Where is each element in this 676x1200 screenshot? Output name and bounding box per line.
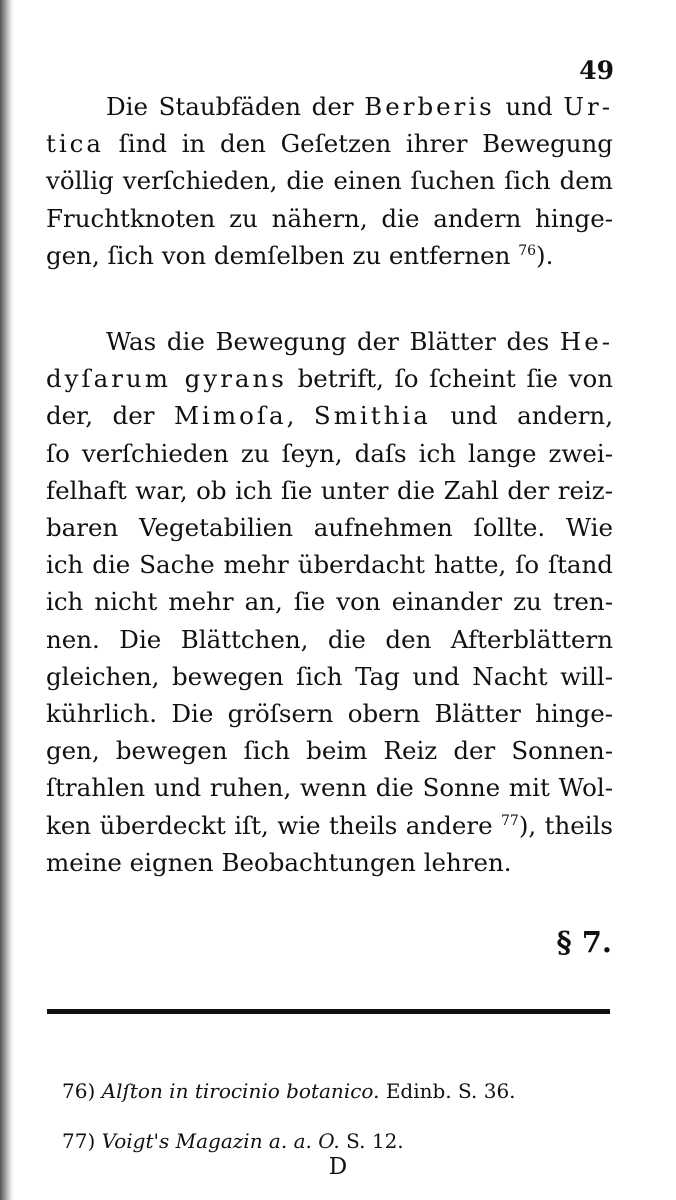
text-line: Was die Bewegung der Blätter des He- [106, 327, 613, 357]
species-name: tica [46, 129, 105, 159]
body-text [46, 88, 613, 881]
species-name: Ur- [563, 92, 613, 121]
species-name: Smithia [313, 401, 431, 431]
footnote-reference: 77 [501, 812, 519, 829]
footnote-reference: 76 [518, 242, 537, 259]
text-line: felhaft war, ob ich ſie unter die Zahl der reiz- [46, 475, 613, 505]
footnote-ref: S. 12. [339, 1129, 404, 1153]
footnote-ref: Edinb. S. 36. [379, 1079, 516, 1103]
text-line: ken überdeckt iſt, wie theils andere $^{77}$), theils [46, 810, 613, 840]
text-line: ſo verſchieden zu ſeyn, daſs ich lange zwei- [46, 438, 613, 468]
text-line: Die Staubfäden der Berberis und Ur- [106, 92, 613, 121]
text-line: gen, ſich von demſelben zu entfernen $^{76}$). [46, 240, 554, 270]
text-line: der, der Mimoſa, Smithia und andern, [46, 401, 613, 431]
text-line: tica ſind in den Geſetzen ihrer Bewegung [46, 129, 613, 159]
text-line: baren Vegetabilien aufnehmen ſollte. Wie [46, 513, 613, 543]
text-line: kührlich. Die gröſsern obern Blätter hinge- [46, 699, 613, 729]
footnote-number: 76) [62, 1079, 96, 1103]
text-line: meine eignen Beobachtungen lehren. [46, 847, 512, 877]
text-line: gen, bewegen ſich beim Reiz der Sonnen- [46, 736, 613, 766]
text-line: ich die Sache mehr überdacht hatte, ſo ſtand [46, 550, 613, 580]
text-line: nen. Die Blättchen, die den Afterblättern [46, 624, 613, 654]
footnote-title: Alſton in tirocinio botanico. [101, 1079, 380, 1103]
printer-signature-mark: D [328, 1154, 348, 1180]
text-line: ſtrahlen und ruhen, wenn die Sonne mit Wol- [46, 773, 613, 803]
footnote-number: 77) [62, 1129, 96, 1153]
text-line: völlig verſchieden, die einen ſuchen ſich dem [46, 166, 613, 196]
species-name: Mimoſa [173, 401, 287, 431]
section-catchword: § 7. [556, 925, 612, 959]
species-name: Berberis [364, 92, 495, 121]
footnote [62, 1066, 602, 1116]
species-name: He- [559, 327, 613, 357]
text-line: gleichen, bewegen ſich Tag und Nacht will- [46, 661, 613, 691]
footnote-title: Voigt's Magazin a. a. O. [101, 1129, 340, 1153]
text-line: ich nicht mehr an, ſie von einander zu tren- [46, 587, 613, 617]
footnote-divider [47, 1009, 610, 1014]
text-line: dyſarum gyrans betrift, ſo ſcheint ſie von [46, 364, 614, 394]
species-name: dyſarum gyrans [46, 364, 287, 394]
page-number: 49 [579, 56, 614, 85]
page-binding-shadow [0, 0, 14, 1200]
text-line: Fruchtknoten zu nähern, die andern hinge- [46, 203, 613, 233]
footnotes [62, 1066, 602, 1166]
